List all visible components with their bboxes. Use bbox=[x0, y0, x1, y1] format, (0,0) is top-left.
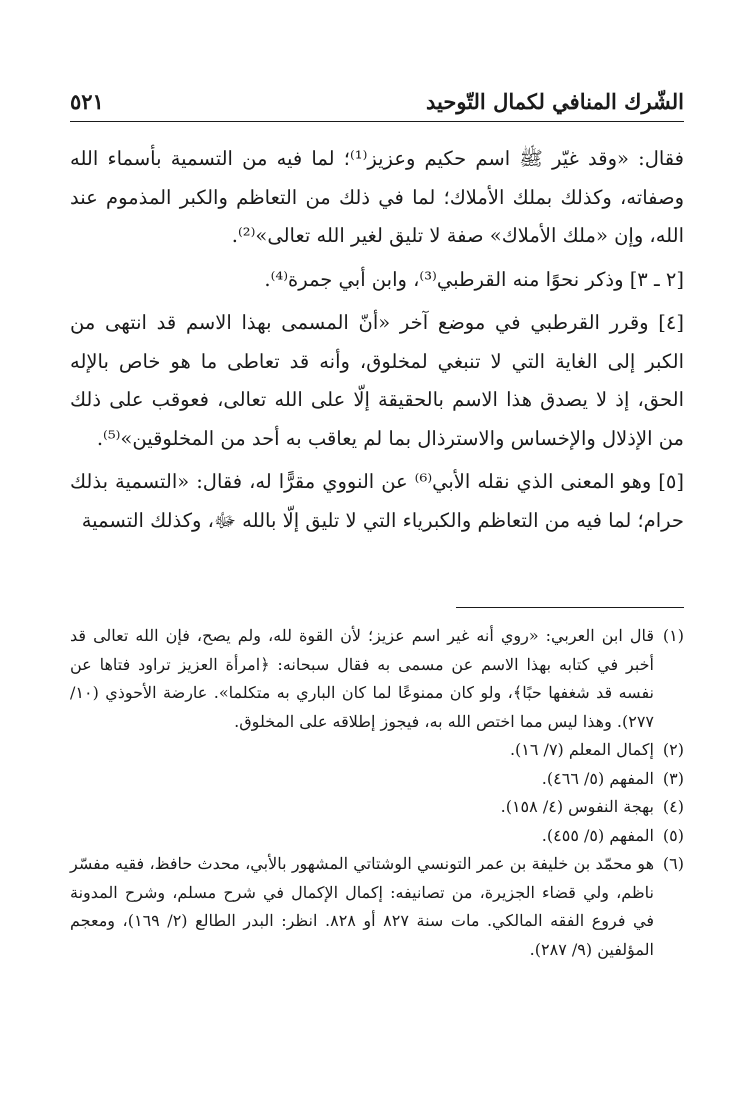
footnote-text: المفهم (٥/ ٤٥٥). bbox=[541, 825, 654, 845]
footnote-text: قال ابن العربي: «روي أنه غير اسم عزيز؛ لأن القوة لله، ولم يصح، فإن الله تعالى قد أخبر في كتابه بهذا الاسم عن مسمى به فقال سبحانه: ﴿امرأة العزيز تراود فتاها عن نفسه قد شغفها حبًا﴾، ولو كان ممنوعًا لما كان الباري به متكلما». عارضة الأحوذي (١٠/ ٢٧٧). وهذا ليس مما اختص الله به، فيجوز إطلاقه على المخلوق. bbox=[70, 626, 654, 731]
footnote bbox=[70, 765, 684, 794]
footnote-rule bbox=[456, 607, 684, 608]
footnote-text: المفهم (٥/ ٤٦٦). bbox=[541, 768, 654, 788]
footnote-text: إكمال المعلم (٧/ ١٦). bbox=[509, 740, 654, 759]
footnote bbox=[70, 622, 684, 736]
page-number: ٥٢١ bbox=[70, 89, 104, 114]
running-title: الشّرك المنافي لكمال التّوحيد bbox=[426, 89, 684, 114]
footnote bbox=[70, 850, 684, 964]
footnote-number: (٢) bbox=[662, 740, 684, 759]
paragraph: [٤] وقرر القرطبي في موضع آخر «أنّ المسمى بهذا الاسم قد انتهى من الكبر إلى الغاية التي لا تنبغي لمخلوق، وأنه قد تعاطى ما هو خاص بالإله الحق، إذ لا يصدق هذا الاسم بالحقيقة إلّا على الله تعالى، فعوقب على ذلك من الإذلال والإخساس والاسترذال بما لم يعاقب به أحد من المخلوقين»⁽⁵⁾. bbox=[70, 311, 684, 450]
footnote bbox=[70, 736, 684, 765]
footnotes bbox=[70, 622, 684, 964]
paragraph: فقال: «وقد غيّر ﷺ اسم حكيم وعزيز⁽¹⁾؛ لما فيه من التسمية بأسماء الله وصفاته، وكذلك بملك الأملاك؛ لما في ذلك من التعاظم والكبر المذموم عند الله، وإن «ملك الأملاك» صفة لا تليق لغير الله تعالى»⁽²⁾. bbox=[70, 147, 684, 247]
footnote-number: (٥) bbox=[662, 825, 684, 845]
footnote-number: (٦) bbox=[662, 854, 684, 873]
footnote-number: (١) bbox=[662, 626, 684, 645]
footnote-number: (٣) bbox=[662, 768, 684, 788]
footnote-number: (٤) bbox=[662, 797, 684, 816]
paragraph: [٢ ـ ٣] وذكر نحوًا منه القرطبي⁽³⁾، وابن أبي جمرة⁽⁴⁾. bbox=[264, 267, 684, 291]
footnote-text: هو محمّد بن خليفة بن عمر التونسي الوشتاتي المشهور بالأبي، محدث حافظ، فقيه مفسّر ناظم، ولي قضاء الجزيرة، من تصانيفه: إكمال الإكمال في شرح مسلم، وشرح المدونة في فروع الفقه المالكي. مات سنة ٨٢٧ أو ٨٢٨. انظر: البدر الطالع (٢/ ١٦٩)، ومعجم المؤلفين (٩/ ٢٨٧). bbox=[70, 854, 655, 959]
main-text bbox=[70, 140, 684, 545]
footnote-text: بهجة النفوس (٤/ ١٥٨). bbox=[500, 797, 654, 816]
footnote bbox=[70, 793, 684, 822]
paragraph: [٥] وهو المعنى الذي نقله الأبي⁽⁶⁾ عن النووي مقرًّا له، فقال: «التسمية بذلك حرام؛ لما فيه من التعاظم والكبرياء التي لا تليق إلّا بالله ﷻ، وكذلك التسمية bbox=[70, 470, 684, 532]
page-header bbox=[70, 78, 684, 114]
header-rule bbox=[70, 121, 684, 122]
footnote bbox=[70, 822, 684, 851]
